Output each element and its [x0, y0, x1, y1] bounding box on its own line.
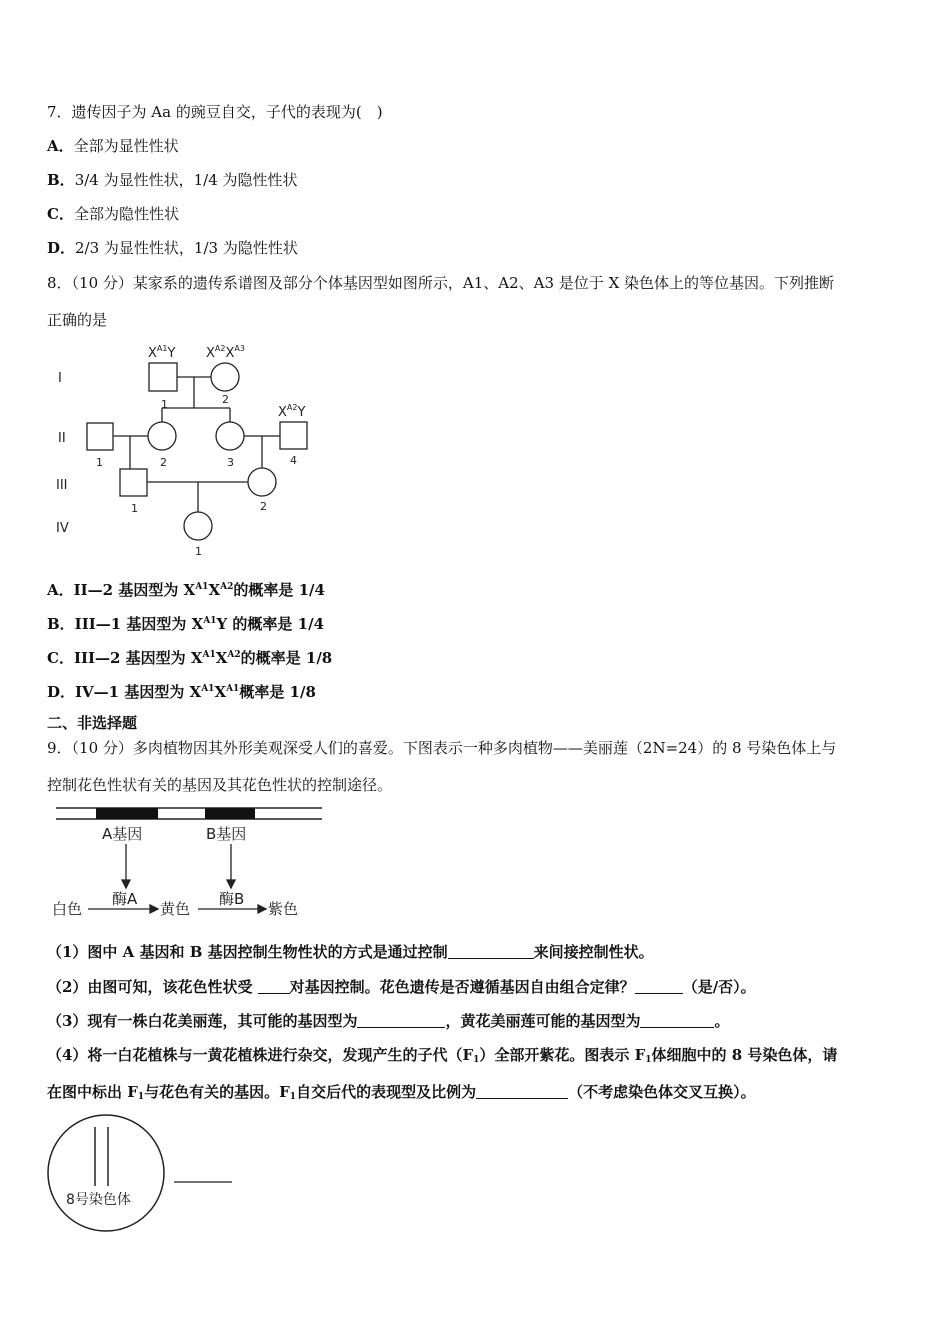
white-label: 白色 [52, 900, 83, 918]
pathway-diagram [50, 802, 340, 924]
answer-blank[interactable] [476, 1084, 568, 1099]
cell-label: 8号染色体 [66, 1192, 131, 1208]
pedigree-i2-female [211, 363, 239, 391]
option-letter: C． [47, 205, 74, 223]
q8-option-c[interactable]: C．III—2 基因型为 $X^{A1}X^{A2}$的概率是 1/8 [47, 649, 333, 667]
q9-sub4-line1: （4）将一白花植株与一黄花植株进行杂交，发现产生的子代$(F_1)$全部开紫花。图表示 $F_1$体细胞中的 8 号染色体，请 [47, 1046, 838, 1065]
q8-option-a[interactable]: A．II—2 基因型为 $X^{A1}X^{A2}$的概率是 1/4 [47, 581, 325, 599]
gene-a-label: A基因 [102, 825, 143, 843]
gen-label-i: I [58, 371, 62, 386]
gene-b-label: B基因 [206, 825, 247, 843]
num-iii2: 2 [260, 500, 267, 513]
gene-b-band [205, 808, 255, 819]
num-i2: 2 [222, 393, 229, 406]
answer-blank[interactable] [448, 944, 534, 959]
option-letter: A． [47, 137, 74, 155]
pedigree-chart [40, 336, 340, 566]
q9-sub4-line2: 在图中标出 $F_1$与花色有关的基因。$F_1$自交后代的表现型及比例为 （不考虑染色体交叉互换）。 [47, 1083, 756, 1102]
q7-option-a[interactable] [47, 136, 179, 156]
q8-option-d[interactable]: D．IV—1 基因型为 $X^{A1}X^{A1}$概率是 1/8 [47, 683, 316, 701]
num-ii1: 1 [96, 456, 103, 469]
purple-label: 紫色 [268, 900, 299, 918]
answer-blank[interactable] [258, 979, 290, 994]
q9-stem-line1: 9．（10 分）多肉植物因其外形美观深受人们的喜爱。下图表示一种多肉植物——美丽莲（2N=24）的 8 号染色体上与 [47, 739, 837, 757]
yellow-label: 黄色 [160, 900, 191, 918]
num-ii3: 3 [227, 456, 234, 469]
option-text: 全部为隐性性状 [73, 205, 179, 223]
ii4-genotype: $X^{A2}Y$ [278, 403, 306, 420]
q9-sub1: （1）图中 A 基因和 B 基因控制生物性状的方式是通过控制 来间接控制性状。 [47, 943, 654, 961]
num-iv1: 1 [195, 545, 202, 558]
pedigree-ii4-male [280, 422, 307, 449]
q7-option-c[interactable] [47, 204, 179, 224]
q7-option-d[interactable] [47, 238, 298, 258]
q8-stem-line1: 8．（10 分）某家系的遗传系谱图及部分个体基因型如图所示，A1、A2、A3 是位于 X 染色体上的等位基因。下列推断 [47, 274, 835, 292]
q9-sub3: （3）现有一株白花美丽莲，其可能的基因型为 ，黄花美丽莲可能的基因型为 。 [47, 1012, 730, 1030]
answer-blank[interactable] [640, 1013, 714, 1028]
pedigree-iii1-male [120, 469, 147, 496]
q7-option-b[interactable] [47, 170, 298, 190]
i1-genotype: $X^{A1}Y$ [148, 344, 176, 361]
option-text: 3/4 为显性性状，1/4 为隐性性状 [74, 171, 298, 189]
section-title: 二、非选择题 [47, 714, 138, 732]
gen-label-iii: III [56, 478, 68, 493]
q9-stem-line2: 控制花色性状有关的基因及其花色性状的控制途径。 [47, 776, 393, 794]
enzyme-a-label: 酶A [112, 890, 138, 908]
i2-genotype: $X^{A2}X^{A3}$ [206, 344, 245, 361]
cell-diagram[interactable] [44, 1112, 244, 1234]
option-letter: B． [47, 171, 75, 189]
option-text: 全部为显性性状 [73, 137, 179, 155]
pedigree-ii1-male [87, 423, 113, 450]
num-iii1: 1 [131, 502, 138, 515]
answer-blank[interactable] [635, 979, 683, 994]
q8-stem-line2: 正确的是 [47, 311, 108, 329]
q8-option-b[interactable]: B．III—1 基因型为 $X^{A1}Y$ 的概率是 1/4 [47, 615, 325, 633]
cell-outline [48, 1115, 164, 1231]
num-ii4: 4 [290, 454, 297, 467]
option-text: 2/3 为显性性状，1/3 为隐性性状 [75, 239, 298, 257]
pedigree-ii2-female [148, 422, 176, 450]
enzyme-b-label: 酶B [219, 890, 245, 908]
pedigree-i1-male [149, 363, 177, 391]
q9-sub2: （2）由图可知，该花色性状受 对基因控制。花色遗传是否遵循基因自由组合定律？ （是/否）。 [47, 978, 756, 996]
num-ii2: 2 [160, 456, 167, 469]
pedigree-iii2-female [248, 468, 276, 496]
q7-stem: 7．遗传因子为 Aa 的豌豆自交，子代的表现为( ) [47, 103, 383, 121]
num-i1: 1 [161, 398, 168, 411]
gen-label-iv: IV [56, 521, 69, 536]
gen-label-ii: II [58, 431, 66, 446]
pedigree-ii3-female [216, 422, 244, 450]
answer-blank[interactable] [357, 1013, 445, 1028]
gene-a-band [96, 808, 158, 819]
option-letter: D． [47, 239, 76, 257]
pedigree-iv1-female [184, 512, 212, 540]
